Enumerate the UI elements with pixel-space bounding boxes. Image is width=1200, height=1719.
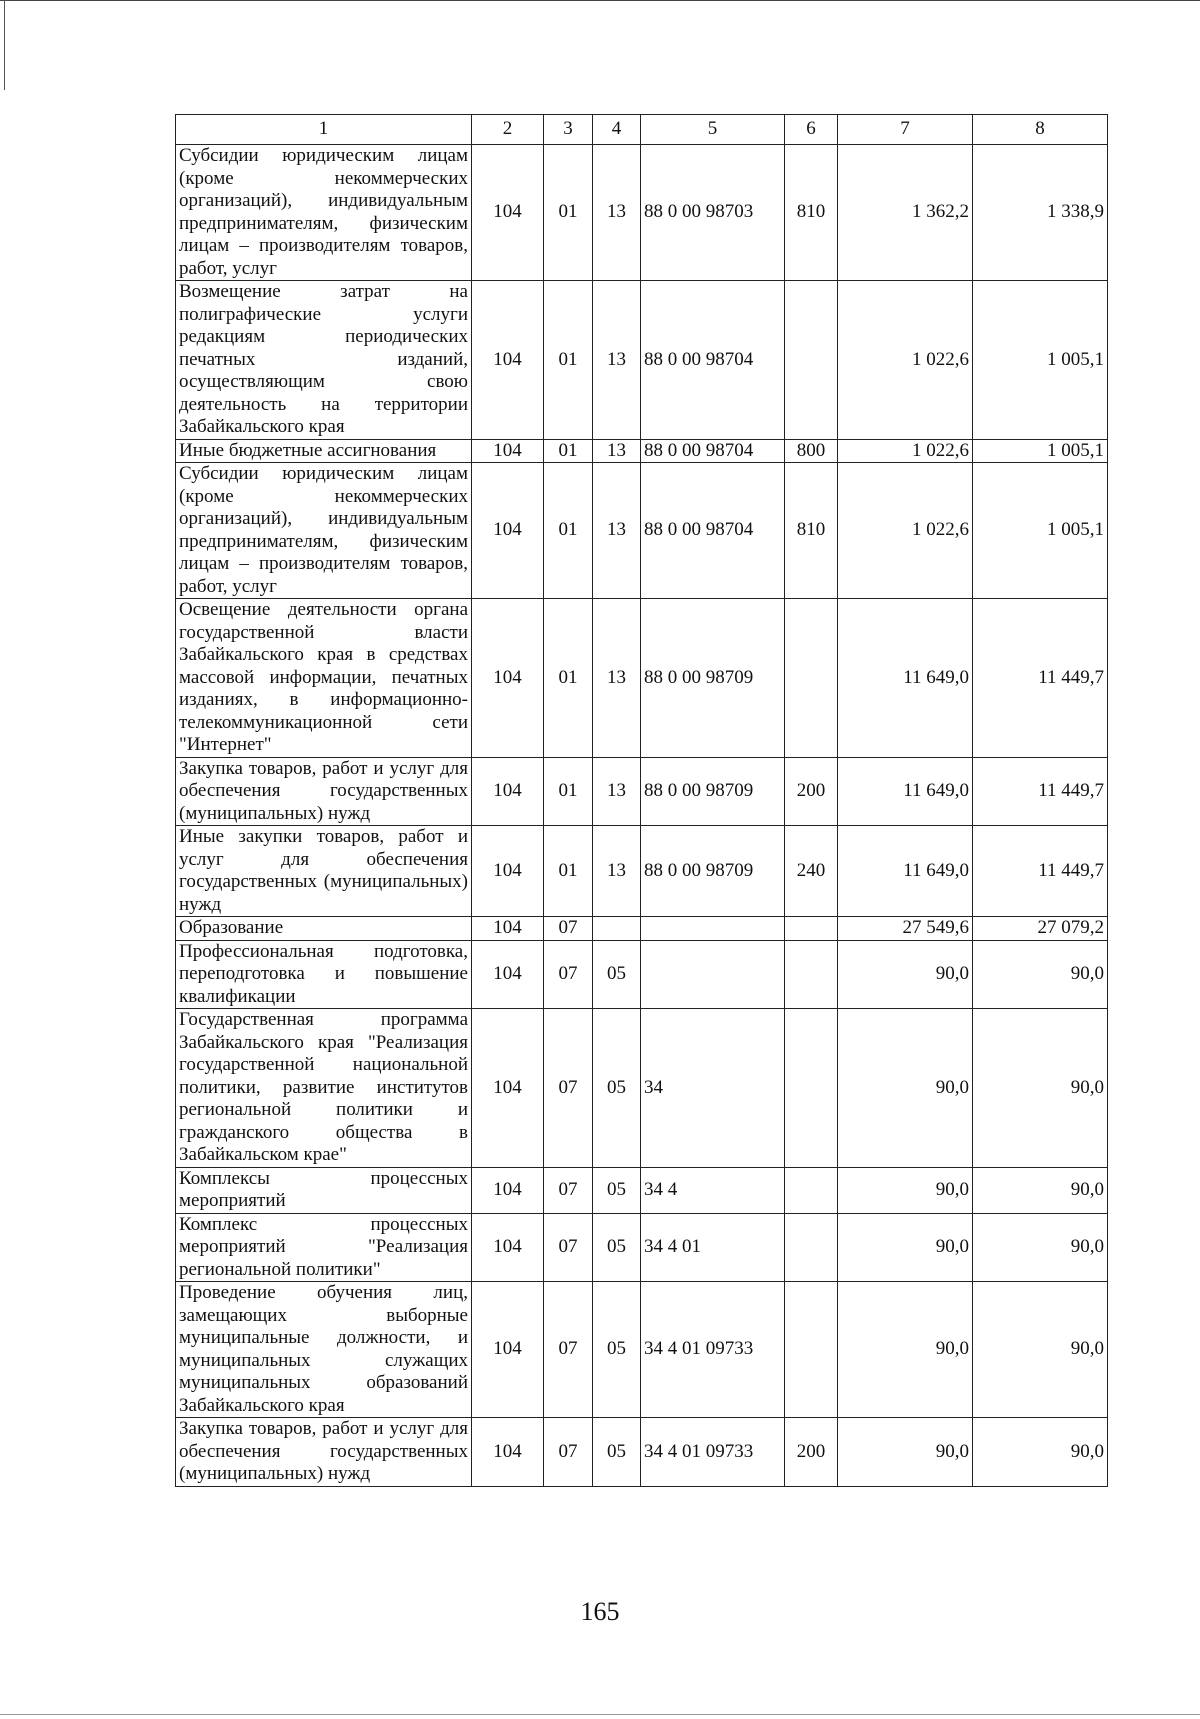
amount-8-cell: 11 449,7: [973, 599, 1108, 758]
code-5-cell: 88 0 00 98704: [641, 439, 785, 463]
code-6-cell: 200: [785, 757, 838, 826]
code-5-cell: 88 0 00 98709: [641, 757, 785, 826]
header-cell: 2: [472, 115, 544, 145]
code-3-cell: 07: [544, 1009, 593, 1168]
row-name-cell: Освещение деятельности органа государственной власти Забайкальского края в средствах массовой информации, печатных изданиях, в информационно-телекоммуникационной сети "Интернет": [176, 599, 472, 758]
code-6-cell: 800: [785, 439, 838, 463]
amount-8-cell: 1 338,9: [973, 145, 1108, 281]
amount-7-cell: 90,0: [838, 1167, 973, 1213]
row-name-cell: Комплекс процессных мероприятий "Реализация региональной политики": [176, 1213, 472, 1282]
amount-8-cell: 27 079,2: [973, 917, 1108, 941]
amount-7-cell: 27 549,6: [838, 917, 973, 941]
table-row: [176, 439, 1108, 463]
amount-8-cell: 11 449,7: [973, 826, 1108, 917]
row-name-cell: Комплексы процессных мероприятий: [176, 1167, 472, 1213]
amount-7-cell: 1 362,2: [838, 145, 973, 281]
row-name-cell: Государственная программа Забайкальского края "Реализация государственной национальной политики, развитие институтов региональной политики и гражданского общества в Забайкальском крае": [176, 1009, 472, 1168]
amount-7-cell: 90,0: [838, 1009, 973, 1168]
code-6-cell: [785, 1213, 838, 1282]
code-3-cell: 07: [544, 917, 593, 941]
table-row: [176, 599, 1108, 758]
code-3-cell: 07: [544, 1282, 593, 1418]
code-4-cell: 13: [593, 826, 641, 917]
code-3-cell: 07: [544, 1213, 593, 1282]
code-2-cell: 104: [472, 463, 544, 599]
code-5-cell: [641, 917, 785, 941]
table-row: [176, 1282, 1108, 1418]
header-cell: 3: [544, 115, 593, 145]
table-row: [176, 1009, 1108, 1168]
row-name-cell: Возмещение затрат на полиграфические услуги редакциям периодических печатных изданий, осуществляющим свою деятельность на территории Забайкальского края: [176, 281, 472, 440]
code-3-cell: 01: [544, 145, 593, 281]
code-6-cell: [785, 1009, 838, 1168]
code-4-cell: 05: [593, 1418, 641, 1487]
budget-table: [175, 114, 1108, 1487]
scan-edge-left: [4, 0, 5, 90]
amount-8-cell: 90,0: [973, 1282, 1108, 1418]
code-4-cell: 13: [593, 599, 641, 758]
code-5-cell: 34: [641, 1009, 785, 1168]
code-2-cell: 104: [472, 281, 544, 440]
code-6-cell: [785, 917, 838, 941]
amount-8-cell: 90,0: [973, 940, 1108, 1009]
header-row: [176, 115, 1108, 145]
header-cell: 5: [641, 115, 785, 145]
header-cell: 1: [176, 115, 472, 145]
header-cell: 8: [973, 115, 1108, 145]
amount-7-cell: 90,0: [838, 1282, 973, 1418]
code-6-cell: [785, 1282, 838, 1418]
code-2-cell: 104: [472, 1009, 544, 1168]
code-6-cell: [785, 281, 838, 440]
amount-8-cell: 1 005,1: [973, 281, 1108, 440]
code-2-cell: 104: [472, 599, 544, 758]
row-name-cell: Закупка товаров, работ и услуг для обеспечения государственных (муниципальных) нужд: [176, 1418, 472, 1487]
code-3-cell: 07: [544, 1418, 593, 1487]
row-name-cell: Субсидии юридическим лицам (кроме некоммерческих организаций), индивидуальным предпринимателям, физическим лицам – производителям товаров, работ, услуг: [176, 145, 472, 281]
table-row: [176, 917, 1108, 941]
code-3-cell: 01: [544, 463, 593, 599]
code-2-cell: 104: [472, 439, 544, 463]
code-6-cell: [785, 1167, 838, 1213]
amount-8-cell: 90,0: [973, 1167, 1108, 1213]
code-2-cell: 104: [472, 917, 544, 941]
code-6-cell: 200: [785, 1418, 838, 1487]
code-4-cell: 05: [593, 1167, 641, 1213]
amount-7-cell: 1 022,6: [838, 281, 973, 440]
row-name-cell: Иные бюджетные ассигнования: [176, 439, 472, 463]
code-4-cell: 05: [593, 1282, 641, 1418]
code-3-cell: 01: [544, 439, 593, 463]
code-5-cell: [641, 940, 785, 1009]
code-2-cell: 104: [472, 1167, 544, 1213]
table-row: [176, 281, 1108, 440]
code-2-cell: 104: [472, 1418, 544, 1487]
amount-7-cell: 90,0: [838, 1213, 973, 1282]
amount-8-cell: 1 005,1: [973, 439, 1108, 463]
table-body: [176, 145, 1108, 1487]
code-5-cell: 34 4 01: [641, 1213, 785, 1282]
table-row: [176, 757, 1108, 826]
code-5-cell: 88 0 00 98704: [641, 281, 785, 440]
code-4-cell: 13: [593, 757, 641, 826]
code-4-cell: 13: [593, 463, 641, 599]
table-row: [176, 826, 1108, 917]
table-row: [176, 463, 1108, 599]
code-5-cell: 88 0 00 98704: [641, 463, 785, 599]
row-name-cell: Субсидии юридическим лицам (кроме некоммерческих организаций), индивидуальным предпринимателям, физическим лицам – производителям товаров, работ, услуг: [176, 463, 472, 599]
amount-8-cell: 90,0: [973, 1009, 1108, 1168]
amount-7-cell: 11 649,0: [838, 599, 973, 758]
table-row: [176, 145, 1108, 281]
amount-8-cell: 1 005,1: [973, 463, 1108, 599]
code-5-cell: 88 0 00 98709: [641, 826, 785, 917]
table-row: [176, 1213, 1108, 1282]
amount-7-cell: 1 022,6: [838, 463, 973, 599]
code-4-cell: 05: [593, 1213, 641, 1282]
amount-7-cell: 90,0: [838, 940, 973, 1009]
code-3-cell: 07: [544, 1167, 593, 1213]
table-row: [176, 940, 1108, 1009]
code-4-cell: 05: [593, 1009, 641, 1168]
amount-7-cell: 11 649,0: [838, 826, 973, 917]
table-row: [176, 1167, 1108, 1213]
code-4-cell: 13: [593, 145, 641, 281]
page-number: 165: [580, 1597, 620, 1626]
amount-8-cell: 90,0: [973, 1418, 1108, 1487]
code-3-cell: 01: [544, 599, 593, 758]
code-6-cell: 810: [785, 463, 838, 599]
code-6-cell: [785, 940, 838, 1009]
amount-7-cell: 1 022,6: [838, 439, 973, 463]
row-name-cell: Закупка товаров, работ и услуг для обеспечения государственных (муниципальных) нужд: [176, 757, 472, 826]
code-2-cell: 104: [472, 1282, 544, 1418]
code-2-cell: 104: [472, 145, 544, 281]
code-5-cell: 34 4 01 09733: [641, 1282, 785, 1418]
code-3-cell: 01: [544, 757, 593, 826]
code-2-cell: 104: [472, 1213, 544, 1282]
row-name-cell: Проведение обучения лиц, замещающих выборные муниципальные должности, и муниципальных служащих муниципальных образований Забайкальского края: [176, 1282, 472, 1418]
code-5-cell: 88 0 00 98709: [641, 599, 785, 758]
code-2-cell: 104: [472, 757, 544, 826]
code-6-cell: [785, 599, 838, 758]
row-name-cell: Образование: [176, 917, 472, 941]
table-row: [176, 1418, 1108, 1487]
code-5-cell: 34 4 01 09733: [641, 1418, 785, 1487]
code-3-cell: 07: [544, 940, 593, 1009]
row-name-cell: Профессиональная подготовка, переподготовка и повышение квалификации: [176, 940, 472, 1009]
code-6-cell: 810: [785, 145, 838, 281]
row-name-cell: Иные закупки товаров, работ и услуг для обеспечения государственных (муниципальных) нужд: [176, 826, 472, 917]
code-5-cell: 88 0 00 98703: [641, 145, 785, 281]
header-cell: 6: [785, 115, 838, 145]
code-4-cell: [593, 917, 641, 941]
code-3-cell: 01: [544, 281, 593, 440]
code-4-cell: 13: [593, 281, 641, 440]
amount-7-cell: 11 649,0: [838, 757, 973, 826]
amount-7-cell: 90,0: [838, 1418, 973, 1487]
code-2-cell: 104: [472, 940, 544, 1009]
code-4-cell: 05: [593, 940, 641, 1009]
scan-edge-bottom: [0, 1714, 1200, 1715]
code-6-cell: 240: [785, 826, 838, 917]
header-cell: 4: [593, 115, 641, 145]
code-5-cell: 34 4: [641, 1167, 785, 1213]
code-4-cell: 13: [593, 439, 641, 463]
header-cell: 7: [838, 115, 973, 145]
amount-8-cell: 11 449,7: [973, 757, 1108, 826]
scan-edge-top: [0, 0, 1200, 1]
code-2-cell: 104: [472, 826, 544, 917]
amount-8-cell: 90,0: [973, 1213, 1108, 1282]
code-3-cell: 01: [544, 826, 593, 917]
